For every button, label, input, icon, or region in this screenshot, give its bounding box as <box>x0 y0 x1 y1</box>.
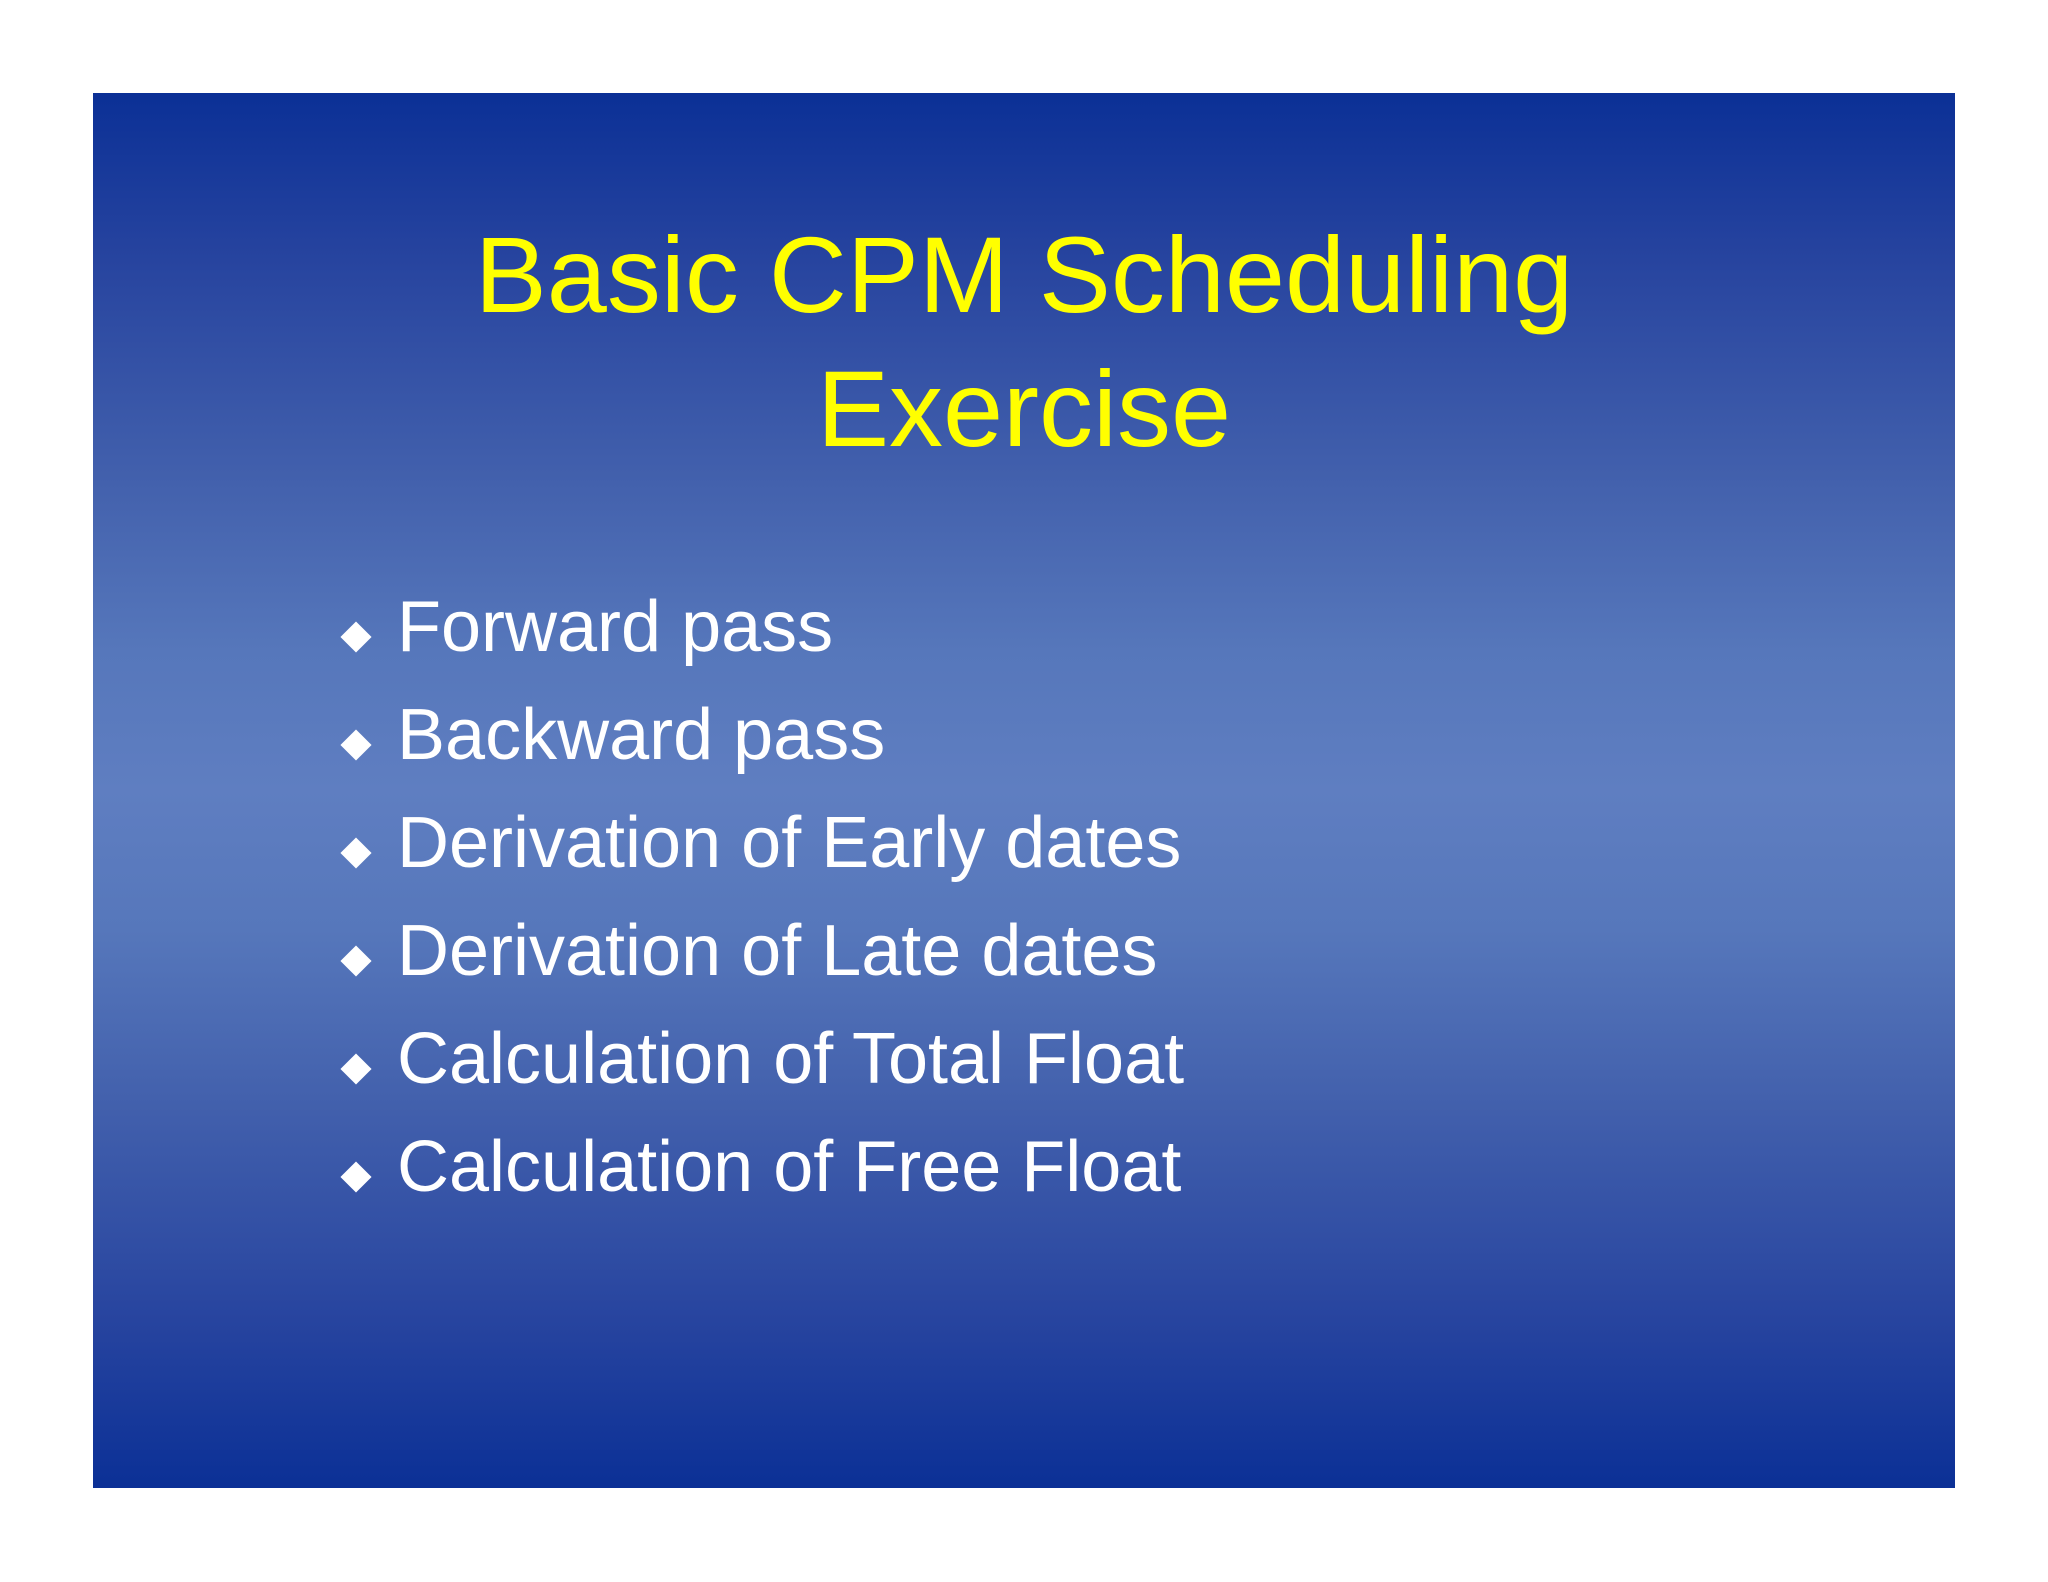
slide-title-line-2: Exercise <box>816 348 1232 469</box>
bullet-label: Forward pass <box>397 587 834 667</box>
bullet-label: Calculation of Total Float <box>397 1019 1185 1099</box>
bullet-label: Backward pass <box>397 695 886 775</box>
bullet-label: Derivation of Late dates <box>397 911 1158 991</box>
diamond-bullet-icon <box>340 621 371 652</box>
bullet-item <box>341 789 1184 897</box>
bullet-item <box>341 573 1184 681</box>
bullet-item <box>341 1005 1184 1113</box>
bullet-item <box>341 897 1184 1005</box>
bullet-label: Derivation of Early dates <box>397 803 1182 883</box>
slide-title-line-1: Basic CPM Scheduling <box>474 214 1574 335</box>
bullet-item <box>341 1113 1184 1221</box>
bullet-item <box>341 681 1184 789</box>
diamond-bullet-icon <box>340 1053 371 1084</box>
diamond-bullet-icon <box>340 1161 371 1192</box>
bullet-list <box>341 573 1184 1221</box>
diamond-bullet-icon <box>340 945 371 976</box>
diamond-bullet-icon <box>340 837 371 868</box>
slide <box>93 93 1955 1488</box>
diamond-bullet-icon <box>340 729 371 760</box>
slide-title <box>93 208 1955 476</box>
bullet-label: Calculation of Free Float <box>397 1127 1182 1207</box>
